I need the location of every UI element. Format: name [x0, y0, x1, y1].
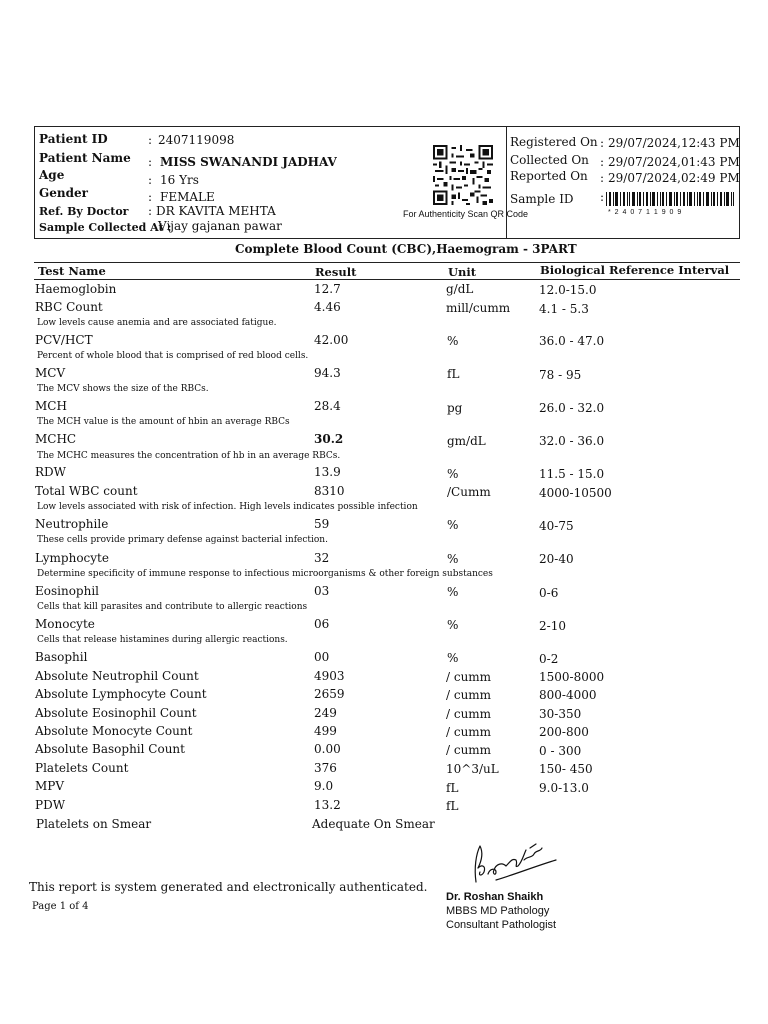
reported-value: 29/07/2024,02:49 PM [608, 171, 740, 185]
colon: : [148, 133, 153, 147]
test-note: Cells that kill parasites and contribute to allergic reactions [37, 602, 308, 612]
test-unit: fL [447, 367, 460, 381]
test-range: 150- 450 [539, 762, 593, 776]
test-range: 0-6 [539, 586, 559, 600]
test-unit: g/dL [446, 282, 474, 296]
barcode-text: * 2 4 0 7 1 1 9 0 9 [608, 209, 683, 216]
test-result: 28.4 [314, 399, 341, 413]
test-name: Absolute Monocyte Count [35, 724, 193, 738]
col-range: Biological Reference Interval [540, 263, 730, 277]
test-name: MCV [35, 366, 66, 380]
colon: : [148, 190, 153, 204]
test-result: 03 [314, 584, 330, 598]
test-result: 12.7 [314, 282, 341, 296]
col-unit: Unit [448, 265, 477, 279]
test-name: MCHC [35, 432, 77, 446]
age-label: Age [39, 168, 65, 182]
test-range: 2-10 [539, 619, 566, 633]
table-header-rule [34, 279, 740, 280]
test-range: 78 - 95 [539, 368, 582, 382]
test-unit: % [447, 334, 459, 348]
page-number: Page 1 of 4 [32, 901, 89, 912]
test-result: 2659 [314, 687, 345, 701]
colon: : [600, 155, 605, 169]
test-result: 376 [314, 761, 337, 775]
test-result: 59 [314, 517, 330, 531]
test-range: 26.0 - 32.0 [539, 401, 605, 415]
test-range: 4000-10500 [539, 486, 612, 500]
test-name: Platelets on Smear [36, 817, 152, 831]
collected-label: Collected On [510, 153, 589, 167]
test-range: 32.0 - 36.0 [539, 434, 605, 448]
test-unit: / cumm [446, 688, 492, 702]
ref-doctor-label: Ref. By Doctor [39, 205, 129, 218]
test-result: 4.46 [314, 300, 341, 314]
sample-collected-value: Vijay gajanan pawar [158, 219, 282, 233]
test-range: 30-350 [539, 707, 582, 721]
test-unit: % [447, 651, 459, 665]
test-name: RDW [35, 465, 66, 479]
test-note: Low levels associated with risk of infection. High levels indicates possible infection [37, 502, 418, 512]
test-name: Lymphocyte [35, 551, 109, 565]
test-name: Haemoglobin [35, 282, 117, 296]
test-result: 42.00 [314, 333, 349, 347]
sample-id-label: Sample ID [510, 192, 574, 206]
test-unit: % [447, 518, 459, 532]
doctor-name: Dr. Roshan Shaikh [446, 891, 544, 903]
colon: : [600, 136, 605, 150]
test-unit: % [447, 585, 459, 599]
test-result: 499 [314, 724, 337, 738]
test-range: 12.0-15.0 [539, 283, 597, 297]
test-unit: / cumm [446, 670, 492, 684]
ref-doctor-value: DR KAVITA MEHTA [156, 204, 276, 218]
test-unit: mill/cumm [446, 301, 511, 315]
test-name: Neutrophile [35, 517, 109, 531]
test-name: Basophil [35, 650, 88, 664]
gender-label: Gender [39, 186, 88, 200]
test-range: 36.0 - 47.0 [539, 334, 605, 348]
test-result: Adequate On Smear [312, 817, 435, 831]
test-range: 20-40 [539, 552, 574, 566]
test-unit: / cumm [446, 725, 492, 739]
test-result: 13.2 [314, 798, 341, 812]
patient-id-label: Patient ID [39, 132, 108, 146]
test-unit: /Cumm [447, 485, 491, 499]
col-result: Result [315, 265, 357, 279]
test-name: RBC Count [35, 300, 103, 314]
test-note: Cells that release histamines during allergic reactions. [37, 635, 288, 645]
patient-id-value: 2407119098 [158, 133, 235, 147]
test-range: 4.1 - 5.3 [539, 302, 589, 316]
test-name: Eosinophil [35, 584, 100, 598]
test-result: 249 [314, 706, 337, 720]
colon: : [148, 173, 153, 187]
patient-name-label: Patient Name [39, 151, 131, 165]
test-unit: / cumm [446, 743, 492, 757]
registered-value: 29/07/2024,12:43 PM [608, 136, 740, 150]
test-unit: fL [446, 781, 459, 795]
doctor-degree: MBBS MD Pathology [446, 905, 550, 917]
test-result: 13.9 [314, 465, 341, 479]
test-result: 32 [314, 551, 330, 565]
test-name: Absolute Lymphocyte Count [35, 687, 207, 701]
registered-label: Registered On [510, 135, 598, 149]
header-divider [506, 126, 507, 239]
collected-value: 29/07/2024,01:43 PM [608, 155, 740, 169]
test-range: 1500-8000 [539, 670, 605, 684]
test-range: 9.0-13.0 [539, 781, 589, 795]
test-unit: pg [447, 401, 463, 415]
test-note: The MCHC measures the concentration of hb in an average RBCs. [37, 451, 341, 461]
test-unit: 10^3/uL [446, 762, 499, 776]
test-note: Low levels cause anemia and are associated fatigue. [37, 318, 277, 328]
test-name: PCV/HCT [35, 333, 93, 347]
test-name: Monocyte [35, 617, 95, 631]
test-range: 0-2 [539, 652, 559, 666]
qr-caption: For Authenticity Scan QR Code [403, 209, 529, 219]
test-unit: % [447, 618, 459, 632]
test-range: 40-75 [539, 519, 574, 533]
test-note: These cells provide primary defense against bacterial infection. [37, 535, 328, 545]
test-unit: / cumm [446, 707, 492, 721]
patient-name-value: MISS SWANANDI JADHAV [160, 155, 337, 169]
test-result-flagged: 30.2 [314, 432, 344, 446]
test-unit: fL [446, 799, 459, 813]
test-unit: gm/dL [447, 434, 486, 448]
test-result: 94.3 [314, 366, 341, 380]
test-result: 4903 [314, 669, 345, 683]
test-result: 06 [314, 617, 330, 631]
test-unit: % [447, 467, 459, 481]
footer-note: This report is system generated and electronically authenticated. [29, 880, 428, 894]
test-name: Absolute Basophil Count [35, 742, 185, 756]
test-note: The MCV shows the size of the RBCs. [37, 384, 209, 394]
colon: : [600, 171, 605, 185]
test-result: 9.0 [314, 779, 334, 793]
col-test-name: Test Name [38, 264, 106, 278]
colon: : [148, 155, 153, 169]
qr-code-icon [427, 145, 499, 205]
test-range: 800-4000 [539, 688, 597, 702]
colon: : [600, 190, 605, 204]
test-range: 0 - 300 [539, 744, 582, 758]
gender-value: FEMALE [160, 190, 215, 204]
test-note: The MCH value is the amount of hbin an average RBCs [37, 417, 290, 427]
signature-icon [466, 838, 558, 888]
test-result: 8310 [314, 484, 345, 498]
test-note: Determine specificity of immune response to infectious microorganisms & other foreign substances [37, 569, 493, 579]
test-name: MCH [35, 399, 67, 413]
colon: : [148, 204, 153, 218]
test-name: Absolute Neutrophil Count [35, 669, 199, 683]
test-name: Total WBC count [35, 484, 138, 498]
test-name: Absolute Eosinophil Count [35, 706, 197, 720]
reported-label: Reported On [510, 169, 588, 183]
test-name: PDW [35, 798, 66, 812]
report-title: Complete Blood Count (CBC),Haemogram - 3PART [235, 242, 577, 256]
test-range: 11.5 - 15.0 [539, 467, 605, 481]
doctor-title: Consultant Pathologist [446, 919, 557, 931]
test-result: 00 [314, 650, 330, 664]
age-value: 16 Yrs [160, 173, 199, 187]
sample-collected-label: Sample Collected At : [39, 221, 172, 234]
test-result: 0.00 [314, 742, 341, 756]
test-range: 200-800 [539, 725, 589, 739]
test-unit: % [447, 552, 459, 566]
test-note: Percent of whole blood that is comprised of red blood cells. [37, 351, 309, 361]
test-name: Platelets Count [35, 761, 129, 775]
test-name: MPV [35, 779, 65, 793]
